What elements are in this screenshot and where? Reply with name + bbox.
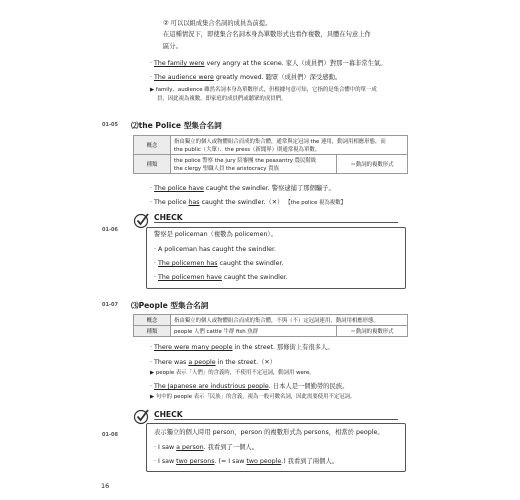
note-people-nation: ▶ 句中的 people 表示「民族」的含義，視為一般可數名詞，因此需要使用不定冠詞。 xyxy=(150,394,356,400)
check-line-1: · A policeman has caught the swindler. xyxy=(154,246,277,253)
check-rule xyxy=(154,222,398,223)
table-key-types: 種類 xyxy=(134,155,171,174)
people-table xyxy=(133,314,408,337)
table-concept-value: 指由獨立的個人或物體組合而成的集合體，不與（不）定冠詞連用，動詞用相應形態。 xyxy=(171,315,408,326)
check-box-person xyxy=(146,423,406,472)
page-number: 16 xyxy=(101,482,110,490)
section-heading-police: ⑵the Police 型集合名詞 xyxy=(131,121,222,130)
check-line-1: · I saw a person. 我看到了一個人。 xyxy=(154,444,258,451)
table-key-concept: 概念 xyxy=(134,315,171,326)
audio-tag-01-06: 01-06 xyxy=(102,227,118,233)
check-line-3: · The policemen have caught the swindler. xyxy=(154,274,288,281)
note-family-line-1: ▶ family、audience 雖然名詞本身為單數形式，但根據句意可知，它指的是集合體中的單一成 xyxy=(150,87,377,93)
check-line-0: 表示獨立的個人時用 person，person 的複數形式為 persons，相當於 people。 xyxy=(154,429,384,436)
intro-line-3: 區分。 xyxy=(163,43,182,50)
note-people-plural: ▶ people 表示「人們」的含義時，不使用不定冠詞，動詞用 were。 xyxy=(150,370,315,376)
example-family: · The family were very angry at the scene. 家人（成員們）對那一幕非常生氣。 xyxy=(150,60,387,67)
check-title: CHECK xyxy=(154,213,183,222)
example-a-people: · There was a people in the street.（✕） xyxy=(150,359,276,366)
table-types-value: the police 警察 the jury 陪審團 the peasantry 農民階級 the clergy 聖職人員 the aristocracy 貴族 xyxy=(171,155,337,174)
audio-tag-01-07: 01-07 xyxy=(102,302,118,308)
table-concept-value: 指由獨立的個人或物體組合而成的集合體，通常與定冠詞 the 連用，動詞用相應形態，而 the public（大眾）、the press（新聞界）則通常視為單數。 xyxy=(171,136,408,155)
table-types-verb: ＝動詞的複數形式 xyxy=(337,326,408,337)
check-line-2: · I saw two persons. (= I saw two people.) 我看到了兩個人。 xyxy=(154,458,339,465)
check-rule xyxy=(154,419,398,420)
intro-line-2: 在這種情況下，即使集合名詞本身為單數形式也看作複數，具體在句意上作 xyxy=(163,31,371,38)
example-japanese: · The Japanese are industrious people. 日本人是一個勤勞的民族。 xyxy=(150,383,349,390)
example-audience: · The audience were greatly moved. 聽眾（成員們）深受感動。 xyxy=(150,74,342,81)
check-line-0: 警察是 policeman（複數為 policemen）。 xyxy=(154,231,277,238)
note-family-line-2: 員，因此視為複數，即家庭的成員們或聽眾的成員們。 xyxy=(157,96,287,102)
table-key-types: 種類 xyxy=(134,326,171,337)
example-many-people: · There were many people in the street. 那條街上有很多人。 xyxy=(150,344,334,351)
table-types-verb: ＝動詞的複數形式 xyxy=(337,155,408,174)
audio-tag-01-08: 01-08 xyxy=(102,432,118,438)
section-heading-people: ⑶People 型集合名詞 xyxy=(131,301,209,310)
intro-line-1: ② 可以以組成集合名詞的成員為前提。 xyxy=(163,20,272,27)
table-key-concept: 概念 xyxy=(134,136,171,155)
audio-tag-01-05: 01-05 xyxy=(102,122,118,128)
example-police-have: · The police have caught the swindler. 警察逮捕了那個騙子。 xyxy=(150,185,335,192)
table-types-value: people 人們 cattle 牛群 fish 魚群 xyxy=(171,326,337,337)
check-title: CHECK xyxy=(154,410,183,419)
police-table xyxy=(133,135,408,174)
check-line-2: · The policemen has caught the swindler. xyxy=(154,260,284,267)
check-box-policeman xyxy=(146,227,406,289)
example-police-has: · The police has caught the swindler.（✕） 【the police 視為複數】 xyxy=(150,199,346,206)
